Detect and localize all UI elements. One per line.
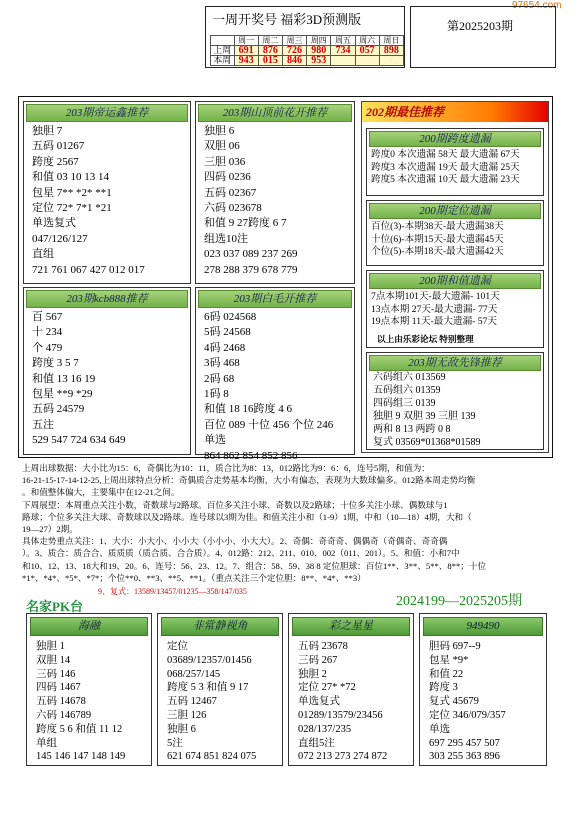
- panel-line: 278 288 379 678 779: [204, 263, 298, 276]
- famous-pk-title: 名家PK台: [26, 599, 84, 614]
- panel-line: 303 255 363 896: [429, 751, 500, 763]
- analysis-line: 。和值整体偏大，主要集中在12-21之间。: [22, 487, 180, 498]
- panel-diyunxin: [23, 101, 191, 284]
- panel-title: 203期无敌先锋推荐: [369, 355, 541, 371]
- panel-line: 跨度5 本次遗漏 10天 最大遗漏 23天: [371, 174, 520, 186]
- result-cell: 943: [234, 56, 258, 66]
- panel-line: 独胆 7: [32, 125, 63, 137]
- analysis-line: 16-21-15-17-14-12-25,上周出球特点分析：奇偶质合走势基本均衡，大小有偏态，表现为大数球偏多。012路本周走势均衡: [22, 475, 476, 486]
- panel-lines: [32, 310, 126, 449]
- panel-line: 包星 7** *2* **1: [32, 186, 112, 199]
- best-recommendation-title: 202期最佳推荐: [362, 102, 548, 122]
- panel-line: 个 479: [32, 341, 63, 354]
- panel-lines: [371, 221, 504, 259]
- panel-line: 三胆 126: [167, 709, 207, 721]
- panel-line: 直组: [32, 248, 54, 261]
- result-cell: 898: [379, 46, 403, 56]
- panel-lines: [36, 640, 125, 764]
- panel-line: 五码 14678: [36, 696, 86, 708]
- day-header: 周一: [234, 36, 258, 46]
- panel-line: 四码 1467: [36, 682, 81, 694]
- result-cell: [355, 56, 379, 66]
- panel-line: 529 547 724 634 649: [32, 434, 126, 447]
- panel-line: 独胆 1: [36, 641, 65, 652]
- weekly-results-title: 一周开奖号 福彩3D预测版: [212, 12, 362, 27]
- analysis-line: 19—27）2期。: [22, 524, 78, 535]
- panel-line: 十 234: [32, 326, 63, 339]
- panel-kcb888: [23, 287, 191, 455]
- panel-lines: [204, 124, 298, 278]
- panel-title: 海融: [30, 617, 148, 636]
- panel-title: 200期跨度遗漏: [369, 131, 541, 147]
- result-cell: 734: [331, 46, 355, 56]
- panel-line: 4码 2468: [204, 341, 246, 354]
- this-week-row: [211, 56, 404, 66]
- panel-line: 跨度 3 5 7: [32, 357, 79, 370]
- panel-line: 定位 27* *72: [298, 682, 356, 694]
- panel-hairong: [26, 613, 152, 766]
- days-row: [211, 36, 404, 46]
- panel-line: 047/126/127: [32, 232, 88, 245]
- panel-line: 三胆 036: [204, 155, 246, 168]
- result-cell: 057: [355, 46, 379, 56]
- panel-title: 203期帝运鑫推荐: [26, 104, 188, 122]
- panel-line: 百 567: [32, 311, 63, 323]
- main-panel-frame: [18, 96, 553, 462]
- span-omission-box: [366, 128, 544, 196]
- panel-line: 百位(3)-本期38天-最大遗漏38天: [371, 221, 504, 232]
- panel-line: 697 295 457 507: [429, 737, 500, 749]
- day-header: 周三: [282, 36, 306, 46]
- panel-line: 六码 146789: [36, 709, 92, 721]
- panel-line: 两和 8 13 两跨 0 8: [373, 424, 451, 435]
- panel-949490: [419, 613, 547, 766]
- last-week-row: [211, 46, 404, 56]
- row-label: 上周: [211, 46, 235, 56]
- panel-line: 和值 03 10 13 14: [32, 171, 109, 184]
- row-label: 本周: [211, 56, 235, 66]
- analysis-line: 路球；个位多关注大球、奇数球以及2路球。连号球以3期为佳。和值关注小和（1-9）1期，中和（10—18）4期，大和（: [22, 511, 472, 522]
- panel-line: 定位 72* 7*1 *21: [32, 202, 112, 215]
- panel-line: 和值 22: [429, 668, 464, 680]
- issue-number: 第2025203期: [410, 6, 556, 68]
- result-cell: 876: [258, 46, 282, 56]
- panel-line: 六码 023678: [204, 202, 262, 215]
- panel-shanding: [195, 101, 355, 284]
- panel-line: 6码 024568: [204, 311, 257, 323]
- day-header: 周六: [355, 36, 379, 46]
- panel-line: 独胆 2: [298, 668, 327, 680]
- analysis-line: 上周出球数据：大小比为15：6，奇偶比为10：11，质合比为8：13，012路比为9：6：6，连号5期，和值为：: [22, 463, 430, 473]
- analysis-line: 和10、12、13、18大和19、20。6、连号：56、23、12。7、组合：58、59、38 8 定位胆球：百位1**、3**、5**、8**；十位: [22, 560, 487, 571]
- weekly-results-box: [205, 6, 405, 68]
- panel-line: 定位: [167, 641, 188, 652]
- panel-title: 949490: [423, 617, 543, 636]
- panel-title: 彩之星星: [292, 617, 410, 636]
- panel-line: 包星 *9*: [429, 654, 469, 666]
- panel-line: 跨度3 本次遗漏 19天 最大遗漏 25天: [371, 161, 520, 173]
- panel-line: 定位 346/079/357: [429, 709, 506, 721]
- panel-line: 三码 146: [36, 668, 76, 680]
- day-header: 周四: [307, 36, 331, 46]
- panel-line: 7点本期101天-最大遗漏- 101天: [371, 291, 500, 302]
- panel-line: 五码 23678: [298, 641, 348, 652]
- panel-lines: [298, 640, 387, 764]
- panel-line: 3码 468: [204, 357, 240, 370]
- panel-line: 独胆 6: [204, 125, 235, 137]
- panel-title: 203期kcb888推荐: [26, 290, 188, 308]
- panel-line: 单选: [204, 434, 226, 447]
- panel-line: 01289/13579/23456: [298, 709, 383, 721]
- panel-line: 621 674 851 824 075: [167, 751, 257, 763]
- result-cell: 691: [234, 46, 258, 56]
- panel-line: 胆码 697--9: [429, 641, 481, 652]
- panel-line: 包星 **9 *29: [32, 388, 93, 401]
- right-column: [361, 101, 549, 453]
- panel-line: 023 037 089 237 269: [204, 248, 298, 261]
- panel-line: 和值 18 16跨度 4 6: [204, 403, 292, 416]
- analysis-line: ）。3、质合：质合合、质质质（质合质、合合质）。4、012路：212、211、010、002（011、201）。5、和值：小和7中: [22, 548, 460, 559]
- panel-line: 1码 8: [204, 388, 229, 401]
- forum-note: 以上由乐彩论坛 特别整理: [377, 334, 474, 344]
- panel-line: 13点本期 27天-最大遗漏- 77天: [371, 303, 498, 315]
- analysis-line: 下周展望：本周重点关注小数，奇数球与2路球。百位多关注小球、奇数以及2路球；十位多关注小球、偶数球与1: [22, 499, 448, 510]
- panel-line: 六码组六 013569: [373, 372, 446, 383]
- panel-feichang: [157, 613, 283, 766]
- panel-title: 203期白毛开推荐: [198, 290, 352, 308]
- panel-line: 跨度 2567: [32, 155, 79, 168]
- panel-line: 四码组三 0139: [373, 398, 436, 409]
- panel-line: 864 862 854 852 856: [204, 449, 298, 462]
- issue-range: 2024199—2025205期: [396, 594, 522, 609]
- result-cell: [331, 56, 355, 66]
- panel-line: 三码 267: [298, 654, 338, 666]
- panel-line: 072 213 273 274 872: [298, 751, 388, 763]
- analysis-line: 具体走势重点关注：1、大小：小大小、小小大（小小小、小大大）。2、奇偶：奇奇奇、偶偶奇（奇偶奇、奇奇偶: [22, 536, 448, 547]
- result-cell: [379, 56, 403, 66]
- panel-line: 单选: [429, 723, 450, 735]
- fushi-line: 9、复式：13589/13457/01235—358/147/035: [98, 587, 247, 596]
- panel-line: 复式 03569*01368*01589: [373, 437, 481, 448]
- day-header: 周日: [379, 36, 403, 46]
- panel-line: 五码 02367: [204, 186, 257, 199]
- panel-line: 独胆 9 双胆 39 三胆 139: [373, 411, 476, 422]
- panel-title: 非常静视角: [161, 617, 279, 636]
- panel-lines: [204, 310, 333, 464]
- panel-lines: [373, 371, 481, 449]
- panel-line: 单选复式: [32, 217, 76, 230]
- panel-line: 四码 0236: [204, 171, 251, 184]
- panel-line: 5码 24568: [204, 326, 251, 339]
- panel-line: 复式 45679: [429, 696, 479, 708]
- panel-line: 19点本期 11天-最大遗漏- 57天: [371, 316, 497, 328]
- panel-line: 单组: [36, 737, 57, 749]
- panel-caizhixing: [288, 613, 414, 766]
- panel-line: 十位(6)-本期15天-最大遗漏45天: [371, 233, 504, 245]
- day-header: 周二: [258, 36, 282, 46]
- panel-line: 跨度 3: [429, 682, 458, 694]
- panel-line: 五码 01267: [32, 140, 85, 153]
- panel-line: 百位 089 十位 456 个位 246: [204, 418, 334, 431]
- panel-lines: [371, 149, 520, 187]
- panel-title: 203期山顶前花开推荐: [198, 104, 352, 122]
- panel-lines: [371, 291, 500, 329]
- panel-line: 单选复式: [298, 696, 340, 708]
- panel-lines: [167, 640, 256, 764]
- panel-line: 028/137/235: [298, 723, 352, 735]
- panel-line: 双胆 06: [204, 140, 240, 153]
- panel-line: 跨度0 本次遗漏 58天 最大遗漏 67天: [371, 149, 520, 160]
- panel-line: 五注: [32, 418, 54, 431]
- result-cell: 846: [282, 56, 306, 66]
- panel-line: 03689/12357/01456: [167, 654, 252, 666]
- panel-lines: [429, 640, 506, 764]
- weekly-results-table: [210, 35, 404, 66]
- panel-line: 2码 68: [204, 372, 235, 385]
- panel-lines: [32, 124, 145, 278]
- panel-line: 组选10注: [204, 232, 248, 245]
- panel-line: 5注: [167, 737, 183, 749]
- result-cell: 980: [307, 46, 331, 56]
- panel-line: 五码组六 01359: [373, 385, 441, 396]
- panel-line: 跨度 5 3 和值 9 17: [167, 682, 249, 694]
- panel-title: 200期定位遗漏: [369, 203, 541, 219]
- analysis-text: [22, 462, 552, 584]
- panel-line: 直组5注: [298, 737, 335, 749]
- panel-line: 068/257/145: [167, 668, 221, 680]
- sum-omission-box: [366, 270, 544, 348]
- analysis-line: *1*、*4*、*5*、*7*；个位**0、**3、**5、**1。（重点关注三个定位胆：8**、*4*、**3）: [22, 572, 366, 583]
- panel-line: 721 761 067 427 012 017: [32, 263, 145, 276]
- result-cell: 726: [282, 46, 306, 56]
- day-header: 周五: [331, 36, 355, 46]
- panel-line: 五码 12467: [167, 696, 217, 708]
- panel-line: 独胆 6: [167, 723, 196, 735]
- position-omission-box: [366, 200, 544, 266]
- site-watermark: 97654.com: [512, 0, 562, 11]
- result-cell: 015: [258, 56, 282, 66]
- panel-line: 和值 13 16 19: [32, 372, 96, 385]
- result-cell: 953: [307, 56, 331, 66]
- panel-line: 和值 9 27跨度 6 7: [204, 217, 287, 230]
- panel-line: 五码 24579: [32, 403, 85, 416]
- pioneer-box: [366, 352, 544, 450]
- panel-baimaokai: [195, 287, 355, 462]
- panel-line: 跨度 5 6 和值 11 12: [36, 723, 123, 735]
- panel-line: 145 146 147 148 149: [36, 751, 126, 763]
- corner-cell: [211, 36, 235, 46]
- panel-title: 200期和值遗漏: [369, 273, 541, 289]
- panel-line: 个位(5)-本期18天-最大遗漏42天: [371, 246, 504, 258]
- panel-line: 双胆 14: [36, 654, 71, 666]
